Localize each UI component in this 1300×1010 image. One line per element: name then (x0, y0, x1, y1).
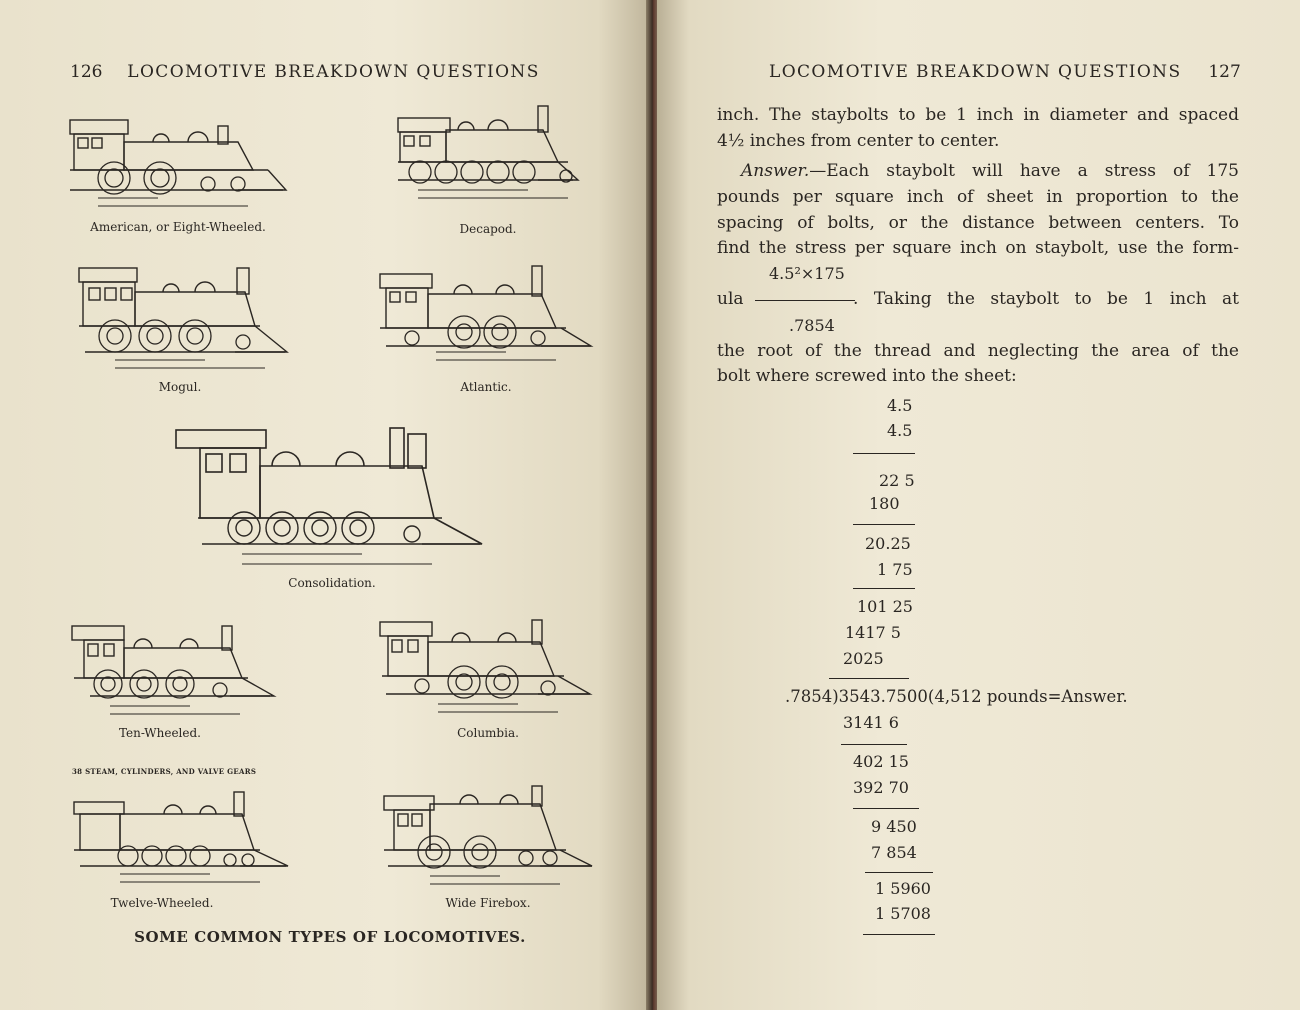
calc-rule-3 (853, 588, 915, 589)
locomotive-american-illustration (68, 112, 290, 212)
calc-rule-8 (863, 934, 935, 935)
caption-twelve-wheeled: Twelve-Wheeled. (110, 896, 214, 910)
calc-multiplier: 4.5 (887, 421, 913, 440)
left-page-header (70, 62, 540, 82)
answer-line-3: spacing of bolts, or the distance between centers. To (717, 213, 1239, 233)
calc-rule-6 (853, 808, 919, 809)
calc-partial-2: 180 (869, 494, 900, 513)
calc-rule-4 (829, 678, 909, 679)
calc-multiplier-2: 1 75 (877, 560, 913, 579)
calc-subtract-4: 1 5708 (875, 904, 931, 923)
formula-denominator: .7854 (789, 316, 835, 335)
locomotive-wide-firebox-illustration (380, 782, 596, 892)
right-page-number: 127 (1208, 62, 1241, 82)
calc-remainder-2: 9 450 (871, 817, 917, 836)
figure-title: SOME COMMON TYPES OF LOCOMOTIVES. (134, 928, 526, 946)
caption-wide-firebox: Wide Firebox. (445, 896, 531, 910)
caption-columbia: Columbia. (457, 726, 519, 740)
right-page (657, 0, 1300, 1010)
paragraph-1-line-1: inch. The staybolts to be 1 inch in diameter and spaced (717, 105, 1239, 125)
caption-mogul: Mogul. (158, 380, 202, 394)
answer-line-1-text: —Each staybolt will have a stress of 175 (809, 161, 1239, 181)
locomotive-decapod-illustration (378, 100, 600, 212)
answer-label: Answer. (741, 161, 810, 181)
right-running-head: LOCOMOTIVE BREAKDOWN QUESTIONS (769, 62, 1182, 82)
paragraph-3-line-2: bolt where screwed into the sheet: (717, 366, 1017, 386)
calc-multiplicand: 4.5 (887, 396, 913, 415)
locomotive-consolidation-illustration (172, 424, 492, 572)
calc-subtract-1: 3141 6 (843, 713, 899, 732)
locomotive-mogul-illustration (75, 262, 295, 374)
answer-line-4: find the stress per square inch on staybolt, use the form- (717, 238, 1239, 258)
locomotive-twelve-wheeled-illustration (70, 788, 292, 892)
formula-prefix: ula (717, 289, 744, 309)
locomotive-atlantic-illustration (376, 262, 598, 374)
answer-line-1 (717, 159, 1239, 185)
caption-american: American, or Eight-Wheeled. (90, 220, 266, 234)
caption-consolidation: Consolidation. (288, 576, 376, 590)
right-page-header (769, 62, 1241, 82)
calc-remainder-1: 402 15 (853, 752, 909, 771)
formula-numerator: 4.5²×175 (769, 264, 845, 283)
stray-print-header: 38 STEAM, CYLINDERS, AND VALVE GEARS (72, 767, 257, 776)
calc-rule-5 (841, 744, 907, 745)
locomotive-columbia-illustration (378, 616, 594, 720)
formula-fraction-bar (755, 300, 855, 301)
caption-ten-wheeled: Ten-Wheeled. (118, 726, 201, 740)
calc-product-1: 20.25 (865, 534, 911, 553)
locomotive-ten-wheeled-illustration (70, 620, 278, 724)
calc-partial-5: 2025 (843, 649, 884, 668)
caption-decapod: Decapod. (459, 222, 517, 236)
calc-rule-1 (853, 453, 915, 454)
calc-subtract-3: 7 854 (871, 843, 917, 862)
left-page-number: 126 (70, 62, 103, 82)
caption-atlantic: Atlantic. (460, 380, 512, 394)
answer-line-2: pounds per square inch of sheet in proportion to the (717, 187, 1239, 207)
paragraph-3-line-1: the root of the thread and neglecting the area of the (717, 341, 1239, 361)
paragraph-1-line-2: 4½ inches from center to center. (717, 131, 1000, 151)
calc-rule-7 (865, 872, 933, 873)
calc-rule-2 (853, 524, 915, 525)
formula-after: . Taking the staybolt to be 1 inch at (853, 289, 1239, 309)
calc-division-line: .7854)3543.7500(4,512 pounds=Answer. (785, 687, 1128, 706)
calc-partial-4: 1417 5 (845, 623, 901, 642)
calc-partial-3: 101 25 (857, 597, 913, 616)
calc-subtract-2: 392 70 (853, 778, 909, 797)
left-running-head: LOCOMOTIVE BREAKDOWN QUESTIONS (127, 62, 540, 82)
calc-remainder-3: 1 5960 (875, 879, 931, 898)
calc-partial-1: 22 5 (879, 471, 915, 490)
